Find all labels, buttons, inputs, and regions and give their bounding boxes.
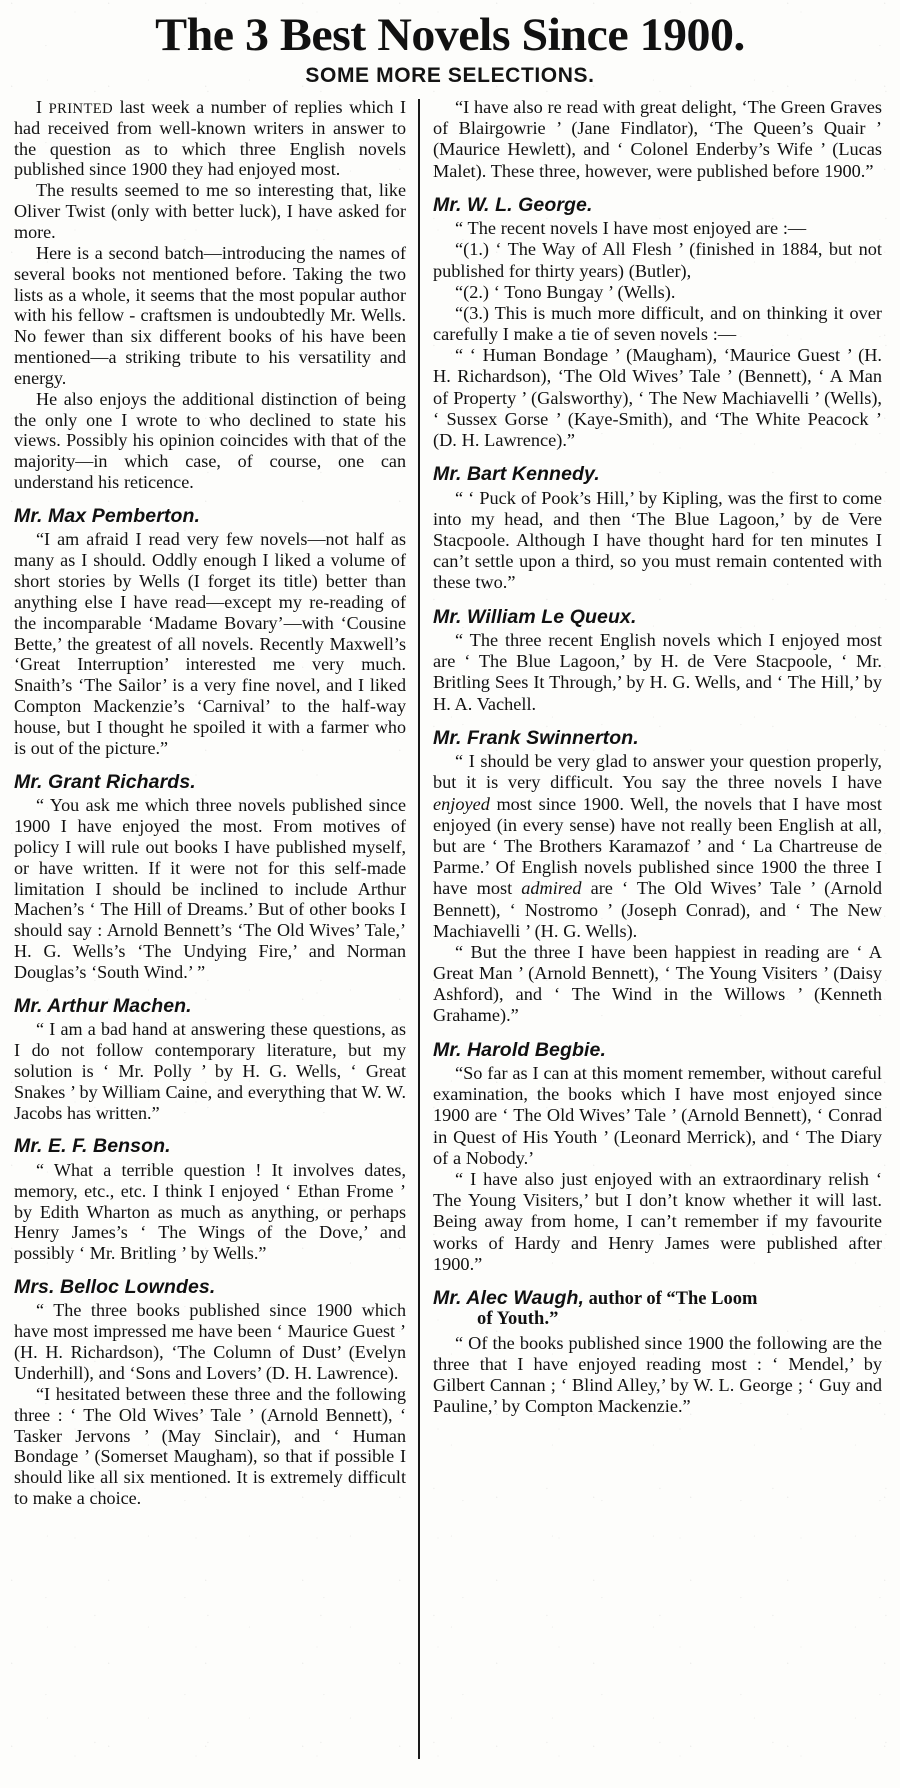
intro-paragraph: Here is a second batch—introducing the names of several books not mentioned before. Taking the two lists as a whole, it seems that the most popular author with his fellow - craftsmen is undoubtedly Mr. Wells. No fewer than six different books of his have been mentioned—a striking tribute to his versatility and energy. [14,242,406,388]
emphasised-word: admired [521,878,582,899]
intro-paragraph: He also enjoys the additional distinction of being the only one I wrote to who declined to state his views. Possibly his opinion coincides with that of the majority—in which case, of course, one can understand his reticence. [14,388,406,493]
quote-paragraph: “ What a terrible question ! It involves dates, memory, etc., etc. I think I enjoyed ‘ Ethan Frome ’ by Edith Wharton as much as anything, or perhaps Henry James’s ‘ The Wings of the Dove,’ and possibly ‘ Mr. Britling ’ by Wells.” [14,1159,406,1264]
lead-initial: I [36,96,49,117]
quote-paragraph: “ The three books published since 1900 which have most impressed me have been ‘ Maurice Guest ’ (H. H. Richardson), ‘The Column of Dust’ (Evelyn Underhill), and ‘Sons and Lovers’ (D. H. Lawrence). [14,1300,406,1383]
quote-paragraph: “ You ask me which three novels published since 1900 I have enjoyed the most. From motives of policy I will rule out books I have published myself, or have written. If it were not for this self-made limitation I should be inclined to include Arthur Machen’s ‘ The Hill of Dreams.’ But of other books I should say : Arnold Bennett’s ‘The Old Wives’ Tale,’ H. G. Wells’s ‘The Undying Fire,’ and Norman Douglas’s ‘South Wind.’ ” [14,795,406,982]
left-column [14,97,418,1509]
byline-description: author of “The Loom [584,1288,758,1309]
section-byline: Mr. Grant Richards. [14,770,196,793]
right-sections [433,195,882,1418]
section-byline [433,1288,882,1331]
byline-person-name: Mr. Alec Waugh, [433,1286,585,1309]
quote-paragraph: “ But the three I have been happiest in reading are ‘ A Great Man ’ (Arnold Bennett), ‘ The Young Visiters ’ (Daisy Ashford), and ‘ The Wind in the Willows ’ (Kenneth Grahame).” [433,941,882,1026]
page-subtitle: SOME MORE SELECTIONS. [305,63,595,87]
intro-block [14,97,406,493]
section-byline: Mr. W. L. George. [433,193,593,216]
quote-paragraph: “ I should be very glad to answer your question properly, but it is very difficult. You say the three novels I have enjoyed most since 1900. Well, the novels that I have most enjoyed (in every sense) have not really been English at all, but are ‘ The Brothers Karamazof ’ and ‘ La Chartreuse de Parme.’ Of English novels published since 1900 the three I have most admired are ‘ The Old Wives’ Tale ’ (Arnold Bennett), ‘ Nostromo ’ (Joseph Conrad), and ‘ The New Machiavelli ’ (H. G. Wells). [433,751,882,941]
quote-paragraph: “ ‘ Human Bondage ’ (Maugham), ‘Maurice Guest ’ (H. H. Richardson), ‘The Old Wives’ Tale ’ (Bennett), ‘ A Man of Property ’ (Galsworthy), ‘ The New Machiavelli ’ (Wells), ‘ Sussex Gorse ’ (Kaye-Smith), and ‘The White Peacock ’ (D. H. Lawrence).” [433,345,882,450]
intro-paragraph: I PRINTED last week a number of replies which I had received from well-known writers in answer to the question as to which three English novels published since 1900 they had enjoyed most. [14,96,407,180]
intro-paragraph: The results seemed to me so interesting that, like Oliver Twist (only with better luck), I have asked for more. [14,180,406,242]
quote-paragraph: “I am afraid I read very few novels—not half as many as I should. Oddly enough I liked a volume of short stories by Wells (I forget its title) better than anything else I have read—except my re-reading of the incomparable ‘Madame Bovary’—with ‘Cousine Bette,’ the greatest of all novels. Recently Maxwell’s ‘Great Interruption’ interested me very much. Snaith’s ‘The Sailor’ is a very fine novel, and I liked Compton Mackenzie’s ‘Carnival’ to the half-way house, but I thought he spoiled it with a farmer who is out of the picture.” [14,529,406,758]
right-column [420,97,882,1417]
quote-paragraph: “(2.) ‘ Tono Bungay ’ (Wells). [455,281,676,302]
section-byline: Mr. William Le Queux. [433,605,637,628]
left-sections [14,506,406,1509]
masthead [0,0,900,88]
quote-paragraph: “ ‘ Puck of Pook’s Hill,’ by Kipling, was the first to come into my head, and then ‘The Blue Lagoon,’ by de Vere Stacpoole. Although I have thought hard for ten minutes I can’t settle upon a third, so you must remain contented with these two.” [433,487,882,593]
lead-smallcaps: PRINTED [48,100,114,117]
continued-paragraph: “I have also re read with great delight, ‘The Green Graves of Blairgowrie ’ (Jane Findlator), ‘The Queen’s Quair ’ (Maurice Hewlett), and ‘ Colonel Enderby’s Wife ’ (Lucas Malet). These three, however, were published before 1900.” [433,96,882,181]
quote-paragraph: “ The three recent English novels which I enjoyed most are ‘ The Blue Lagoon,’ by H. de Vere Stacpoole, ‘ Mr. Britling Sees It Through,’ by H. G. Wells, and ‘ The Hill,’ by H. A. Vachell. [433,630,882,714]
section-byline: Mr. Bart Kennedy. [433,463,600,486]
byline-description-line2: of Youth.” [477,1309,559,1330]
quote-paragraph: “I hesitated between these three and the following three : ‘ The Old Wives’ Tale ’ (Arnold Bennett), ‘ Tasker Jervons ’ (May Sinclair), and ‘ Human Bondage ’ (Somerset Maugham), so that if possible I should like all six mentioned. It is extremely difficult to make a choice. [14,1383,406,1509]
article-columns [0,97,900,1759]
quote-paragraph: “ The recent novels I have most enjoyed are :— [455,218,807,239]
quote-paragraph: “ I am a bad hand at answering these questions, as I do not follow contemporary literature, but my solution is ‘ Mr. Polly ’ by H. G. Wells, ‘ Great Snakes ’ by William Caine, and everything that W. W. Jacobs has written.” [14,1019,406,1123]
continued-block [433,97,882,182]
section-byline: Mr. E. F. Benson. [14,1135,171,1158]
section-byline: Mr. Harold Begbie. [433,1038,606,1061]
section-byline: Mrs. Belloc Lowndes. [14,1276,216,1299]
emphasised-word: enjoyed [433,793,490,814]
quote-paragraph: “(3.) This is much more difficult, and on thinking it over carefully I make a tie of seven novels :— [433,302,882,345]
section-byline: Mr. Arthur Machen. [14,994,192,1017]
quote-paragraph: “So far as I can at this moment remember, without careful examination, the books which I have most enjoyed since 1900 are ‘ The Old Wives’ Tale ’ (Arnold Bennett), ‘ Conrad in Quest of His Youth ’ (Leonard Merrick), and ‘ The Diary of a Nobody.’ [433,1063,882,1168]
quote-paragraph: “ I have also just enjoyed with an extraordinary relish ‘ The Young Visiters,’ but I don’t know whether it will last. Being away from home, I can’t remember if my favourite works of Hardy and Henry James were published after 1900.” [433,1169,882,1274]
quote-paragraph: “ Of the books published since 1900 the following are the three that I have enjoyed reading most : ‘ Mendel,’ by Gilbert Cannan ; ‘ Blind Alley,’ by W. L. George ; ‘ Guy and Pauline,’ by Compton Mackenzie.” [433,1332,882,1417]
page-title: The 3 Best Novels Since 1900. [155,9,745,61]
quote-paragraph: “(1.) ‘ The Way of All Flesh ’ (finished in 1884, but not published for thirty years) (Butler), [433,239,882,281]
section-byline: Mr. Max Pemberton. [14,504,201,527]
section-byline: Mr. Frank Swinnerton. [433,726,639,749]
